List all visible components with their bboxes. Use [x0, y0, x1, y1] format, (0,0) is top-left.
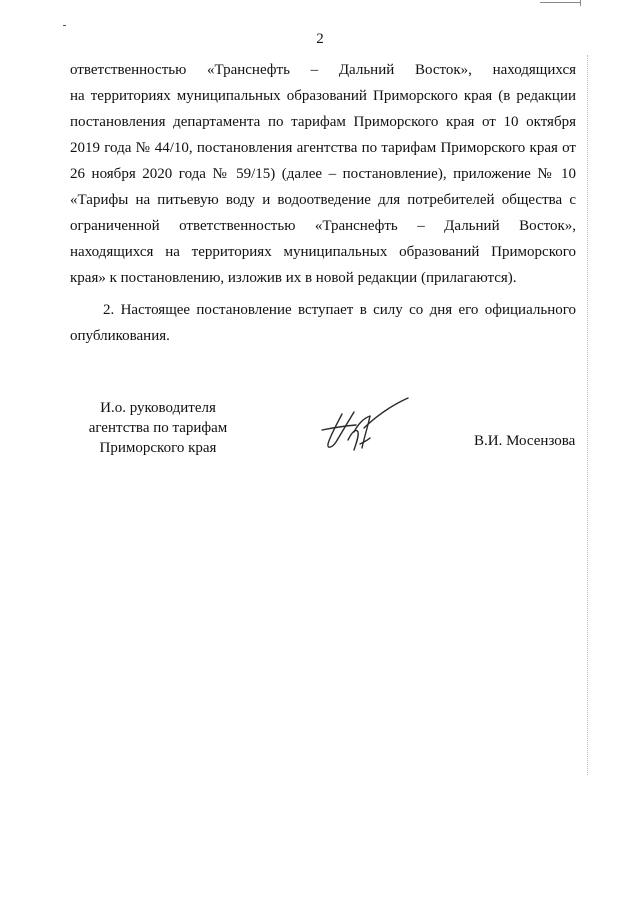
- signatory-name: В.И. Мосензова: [474, 433, 576, 449]
- page-number: 2: [316, 31, 324, 47]
- scan-artifact-mark: [63, 25, 66, 26]
- signatory-position-line: Приморского края: [99, 440, 217, 456]
- body-line: «Тарифы на питьевую воду и водоотведение для потребителей общества с: [70, 192, 576, 208]
- body-line: постановления департамента по тарифам Приморского края от 10 октября: [70, 114, 576, 130]
- paragraph-2-line: 2. Настоящее постановление вступает в силу со дня его официального: [103, 302, 576, 318]
- body-line: на территориях муниципальных образований Приморского края (в редакции: [70, 88, 576, 104]
- handwritten-signature: [312, 392, 422, 462]
- body-line: края» к постановлению, изложив их в новой редакции (прилагаются).: [70, 270, 517, 286]
- scan-artifact-mark: [540, 2, 580, 3]
- scan-edge-line: [586, 55, 588, 775]
- signatory-position-line: И.о. руководителя: [100, 400, 216, 416]
- signatory-position-line: агентства по тарифам: [88, 420, 228, 436]
- body-line: ответственностью «Транснефть – Дальний Восток», находящихся: [70, 62, 576, 78]
- document-body: [70, 57, 576, 349]
- signatory-position: [68, 398, 248, 458]
- paragraph-2-line: опубликования.: [70, 328, 170, 344]
- scan-artifact-mark: [580, 0, 581, 6]
- body-line: находящихся на территориях муниципальных образований Приморского: [70, 244, 576, 260]
- body-line: ограниченной ответственностью «Транснефть – Дальний Восток»,: [70, 218, 576, 234]
- body-line: 26 ноября 2020 года № 59/15) (далее – постановление), приложение № 10: [70, 166, 576, 182]
- body-line: 2019 года № 44/10, постановления агентства по тарифам Приморского края от: [70, 140, 576, 156]
